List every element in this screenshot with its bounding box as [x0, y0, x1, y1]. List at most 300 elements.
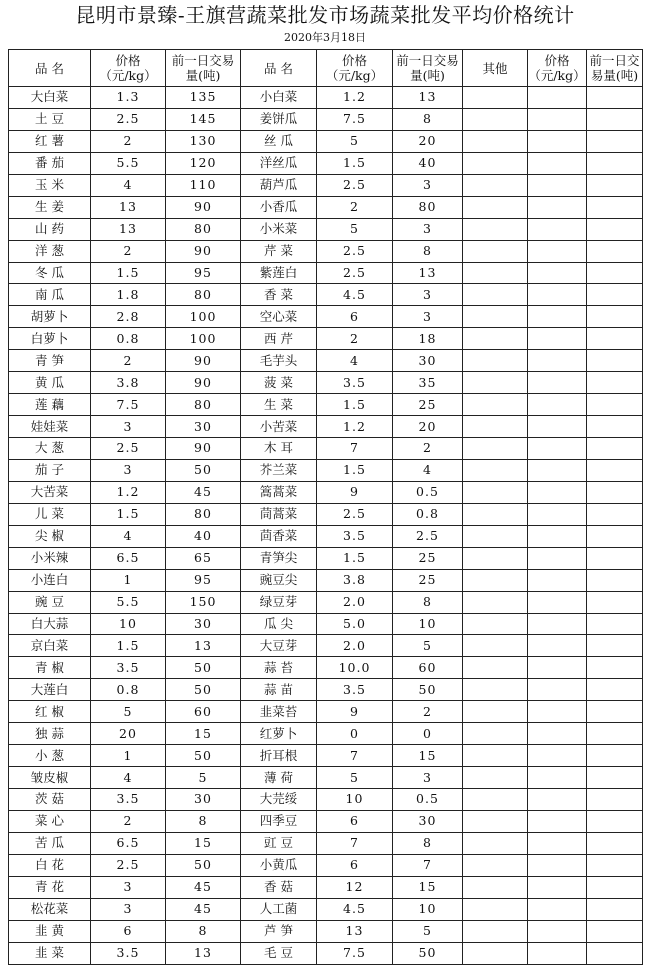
price-cell	[528, 657, 587, 679]
volume-cell	[587, 284, 643, 306]
price-cell	[528, 745, 587, 767]
name-cell: 蒜 苔	[241, 657, 317, 679]
name-cell: 紫莲白	[241, 262, 317, 284]
other-cell	[463, 613, 528, 635]
other-cell	[463, 789, 528, 811]
price-cell: 1.2	[317, 416, 393, 438]
other-cell	[463, 657, 528, 679]
volume-cell	[587, 591, 643, 613]
price-cell	[528, 152, 587, 174]
volume-cell: 90	[166, 438, 241, 460]
name-cell: 尖 椒	[9, 525, 91, 547]
table-row	[9, 394, 643, 416]
price-cell	[528, 876, 587, 898]
table-row	[9, 416, 643, 438]
volume-cell	[587, 547, 643, 569]
price-cell: 0.8	[91, 328, 166, 350]
volume-cell: 25	[393, 394, 463, 416]
price-cell: 3	[91, 876, 166, 898]
other-cell	[463, 810, 528, 832]
name-cell: 生 姜	[9, 196, 91, 218]
price-cell	[528, 459, 587, 481]
volume-cell: 45	[166, 876, 241, 898]
table-row	[9, 284, 643, 306]
table-row	[9, 591, 643, 613]
volume-cell: 120	[166, 152, 241, 174]
volume-cell: 45	[166, 898, 241, 920]
price-cell: 6.5	[91, 547, 166, 569]
price-cell	[528, 701, 587, 723]
table-row	[9, 108, 643, 130]
price-table	[8, 49, 643, 965]
price-cell	[528, 306, 587, 328]
name-cell: 大豆芽	[241, 635, 317, 657]
name-cell: 香 菜	[241, 284, 317, 306]
volume-cell: 10	[393, 898, 463, 920]
name-cell: 红萝卜	[241, 723, 317, 745]
other-cell	[463, 174, 528, 196]
name-cell: 小米菜	[241, 218, 317, 240]
volume-cell: 13	[166, 635, 241, 657]
table-row	[9, 130, 643, 152]
volume-cell: 2.5	[393, 525, 463, 547]
price-cell	[528, 569, 587, 591]
volume-cell	[587, 920, 643, 942]
table-row	[9, 547, 643, 569]
table-row	[9, 569, 643, 591]
volume-cell: 0.5	[393, 481, 463, 503]
name-cell: 洋丝瓜	[241, 152, 317, 174]
volume-cell: 3	[393, 284, 463, 306]
other-cell	[463, 920, 528, 942]
price-cell	[528, 920, 587, 942]
table-row	[9, 657, 643, 679]
table-row	[9, 328, 643, 350]
price-cell: 5	[91, 701, 166, 723]
price-cell	[528, 679, 587, 701]
price-cell: 6.5	[91, 832, 166, 854]
volume-cell: 0.5	[393, 789, 463, 811]
name-cell: 白 花	[9, 854, 91, 876]
volume-cell: 8	[393, 832, 463, 854]
name-cell: 韭 菜	[9, 942, 91, 964]
name-cell: 薄 荷	[241, 767, 317, 789]
price-cell	[528, 942, 587, 964]
volume-cell	[587, 701, 643, 723]
price-cell: 1.5	[91, 503, 166, 525]
volume-cell	[587, 832, 643, 854]
volume-cell: 135	[166, 87, 241, 109]
volume-cell: 13	[393, 262, 463, 284]
name-cell: 韭 黄	[9, 920, 91, 942]
volume-cell	[587, 350, 643, 372]
other-cell	[463, 701, 528, 723]
other-cell	[463, 679, 528, 701]
name-cell: 青笋尖	[241, 547, 317, 569]
volume-cell: 95	[166, 262, 241, 284]
name-cell: 白萝卜	[9, 328, 91, 350]
volume-cell: 50	[166, 459, 241, 481]
volume-cell	[587, 416, 643, 438]
price-cell: 3.5	[317, 525, 393, 547]
volume-cell	[587, 108, 643, 130]
table-header-row	[9, 50, 643, 87]
volume-cell: 80	[166, 284, 241, 306]
volume-cell	[587, 262, 643, 284]
price-cell	[528, 394, 587, 416]
name-cell: 茴香菜	[241, 525, 317, 547]
price-cell: 9	[317, 481, 393, 503]
price-cell: 2.0	[317, 635, 393, 657]
name-cell: 土 豆	[9, 108, 91, 130]
price-cell: 1.8	[91, 284, 166, 306]
volume-cell: 50	[166, 657, 241, 679]
price-cell	[528, 591, 587, 613]
volume-cell: 8	[393, 591, 463, 613]
price-cell	[528, 372, 587, 394]
volume-cell	[587, 854, 643, 876]
other-cell	[463, 130, 528, 152]
other-cell	[463, 547, 528, 569]
name-cell: 番 茄	[9, 152, 91, 174]
volume-cell: 5	[393, 635, 463, 657]
table-row	[9, 876, 643, 898]
name-cell: 玉 米	[9, 174, 91, 196]
table-body	[9, 87, 643, 965]
volume-cell: 13	[166, 942, 241, 964]
table-row	[9, 942, 643, 964]
price-cell: 9	[317, 701, 393, 723]
volume-cell: 3	[393, 306, 463, 328]
report-date: 2020年3月18日	[284, 31, 366, 44]
table-row	[9, 152, 643, 174]
price-cell: 7.5	[317, 108, 393, 130]
table-row	[9, 613, 643, 635]
price-cell: 5.5	[91, 152, 166, 174]
table-row	[9, 745, 643, 767]
volume-cell	[587, 635, 643, 657]
other-cell	[463, 503, 528, 525]
table-row	[9, 898, 643, 920]
price-cell: 3	[91, 898, 166, 920]
volume-cell	[587, 240, 643, 262]
other-cell	[463, 459, 528, 481]
volume-cell: 150	[166, 591, 241, 613]
header-volume-2: 前一日交易量(吨)	[393, 50, 463, 87]
volume-cell	[587, 481, 643, 503]
price-cell: 1.5	[91, 635, 166, 657]
volume-cell: 25	[393, 569, 463, 591]
price-cell: 5	[317, 218, 393, 240]
other-cell	[463, 108, 528, 130]
price-cell	[528, 284, 587, 306]
name-cell: 蒜 苗	[241, 679, 317, 701]
name-cell: 芦 笋	[241, 920, 317, 942]
volume-cell	[587, 372, 643, 394]
price-cell: 4.5	[317, 284, 393, 306]
volume-cell	[587, 394, 643, 416]
price-cell	[528, 416, 587, 438]
price-cell: 7.5	[91, 394, 166, 416]
table-row	[9, 240, 643, 262]
price-cell	[528, 481, 587, 503]
name-cell: 豇 豆	[241, 832, 317, 854]
other-cell	[463, 87, 528, 109]
volume-cell: 3	[393, 767, 463, 789]
price-cell: 2.5	[91, 438, 166, 460]
header-name-2: 品 名	[241, 50, 317, 87]
other-cell	[463, 218, 528, 240]
volume-cell: 45	[166, 481, 241, 503]
name-cell: 京白菜	[9, 635, 91, 657]
other-cell	[463, 591, 528, 613]
price-cell: 2.0	[317, 591, 393, 613]
price-cell	[528, 854, 587, 876]
other-cell	[463, 898, 528, 920]
volume-cell	[587, 789, 643, 811]
name-cell: 山 药	[9, 218, 91, 240]
price-cell: 1.5	[317, 152, 393, 174]
price-cell: 1.5	[317, 547, 393, 569]
price-cell: 4	[91, 174, 166, 196]
price-cell: 13	[91, 196, 166, 218]
name-cell: 豌 豆	[9, 591, 91, 613]
volume-cell: 18	[393, 328, 463, 350]
name-cell: 大 葱	[9, 438, 91, 460]
name-cell: 毛芋头	[241, 350, 317, 372]
volume-cell: 50	[393, 679, 463, 701]
volume-cell	[587, 218, 643, 240]
volume-cell: 5	[166, 767, 241, 789]
volume-cell: 7	[393, 854, 463, 876]
volume-cell: 3	[393, 218, 463, 240]
name-cell: 茨 菇	[9, 789, 91, 811]
name-cell: 小黄瓜	[241, 854, 317, 876]
price-cell	[528, 240, 587, 262]
volume-cell: 0.8	[393, 503, 463, 525]
table-row	[9, 306, 643, 328]
name-cell: 冬 瓜	[9, 262, 91, 284]
name-cell: 大白菜	[9, 87, 91, 109]
volume-cell	[587, 328, 643, 350]
other-cell	[463, 635, 528, 657]
name-cell: 娃娃菜	[9, 416, 91, 438]
price-cell: 3.5	[317, 679, 393, 701]
name-cell: 皱皮椒	[9, 767, 91, 789]
name-cell: 生 菜	[241, 394, 317, 416]
price-cell: 12	[317, 876, 393, 898]
price-cell: 3.5	[91, 789, 166, 811]
name-cell: 茼蒿菜	[241, 503, 317, 525]
price-cell: 2	[91, 350, 166, 372]
volume-cell: 4	[393, 459, 463, 481]
volume-cell: 35	[393, 372, 463, 394]
volume-cell: 100	[166, 306, 241, 328]
price-cell: 2	[91, 130, 166, 152]
name-cell: 茄 子	[9, 459, 91, 481]
name-cell: 瓜 尖	[241, 613, 317, 635]
header-volume-1: 前一日交易量(吨)	[166, 50, 241, 87]
price-cell	[528, 547, 587, 569]
price-cell: 2.5	[91, 854, 166, 876]
price-cell	[528, 767, 587, 789]
price-cell: 1.5	[317, 394, 393, 416]
volume-cell: 65	[166, 547, 241, 569]
price-cell	[528, 503, 587, 525]
name-cell: 毛 豆	[241, 942, 317, 964]
other-cell	[463, 306, 528, 328]
price-cell: 1.3	[91, 87, 166, 109]
price-cell: 10	[317, 789, 393, 811]
other-cell	[463, 196, 528, 218]
volume-cell	[587, 174, 643, 196]
price-cell: 0	[317, 723, 393, 745]
table-row	[9, 525, 643, 547]
name-cell: 木 耳	[241, 438, 317, 460]
table-row	[9, 438, 643, 460]
price-cell: 5.0	[317, 613, 393, 635]
volume-cell: 60	[166, 701, 241, 723]
table-row	[9, 503, 643, 525]
price-cell	[528, 196, 587, 218]
volume-cell	[587, 876, 643, 898]
price-cell: 7	[317, 745, 393, 767]
price-cell	[528, 350, 587, 372]
volume-cell: 90	[166, 350, 241, 372]
volume-cell: 40	[393, 152, 463, 174]
name-cell: 莲 藕	[9, 394, 91, 416]
table-row	[9, 723, 643, 745]
volume-cell: 50	[393, 942, 463, 964]
name-cell: 绿豆芽	[241, 591, 317, 613]
price-cell: 6	[317, 854, 393, 876]
other-cell	[463, 350, 528, 372]
price-cell	[528, 613, 587, 635]
name-cell: 青 笋	[9, 350, 91, 372]
name-cell: 芥兰菜	[241, 459, 317, 481]
table-row	[9, 789, 643, 811]
other-cell	[463, 416, 528, 438]
volume-cell: 50	[166, 679, 241, 701]
price-cell: 5	[317, 130, 393, 152]
price-cell: 1.2	[317, 87, 393, 109]
volume-cell: 40	[166, 525, 241, 547]
volume-cell: 8	[166, 810, 241, 832]
price-cell: 20	[91, 723, 166, 745]
other-cell	[463, 745, 528, 767]
price-cell: 6	[317, 810, 393, 832]
name-cell: 姜饼瓜	[241, 108, 317, 130]
volume-cell: 20	[393, 416, 463, 438]
name-cell: 小苦菜	[241, 416, 317, 438]
volume-cell: 13	[393, 87, 463, 109]
name-cell: 四季豆	[241, 810, 317, 832]
volume-cell	[587, 196, 643, 218]
volume-cell: 5	[393, 920, 463, 942]
volume-cell: 2	[393, 701, 463, 723]
volume-cell	[587, 438, 643, 460]
volume-cell	[587, 306, 643, 328]
price-cell: 7	[317, 832, 393, 854]
other-cell	[463, 525, 528, 547]
volume-cell	[587, 657, 643, 679]
price-cell: 2.5	[317, 240, 393, 262]
other-cell	[463, 481, 528, 503]
price-cell: 1	[91, 745, 166, 767]
volume-cell: 15	[166, 832, 241, 854]
volume-cell: 30	[166, 416, 241, 438]
header-price-1: 价格（元/kg）	[91, 50, 166, 87]
price-cell: 3.5	[91, 657, 166, 679]
price-cell: 1.5	[317, 459, 393, 481]
price-cell: 10	[91, 613, 166, 635]
volume-cell	[587, 87, 643, 109]
volume-cell: 15	[393, 745, 463, 767]
name-cell: 篙蒿菜	[241, 481, 317, 503]
other-cell	[463, 328, 528, 350]
price-cell	[528, 723, 587, 745]
volume-cell: 0	[393, 723, 463, 745]
name-cell: 空心菜	[241, 306, 317, 328]
price-cell: 5.5	[91, 591, 166, 613]
header-volume-3: 前一日交易量(吨)	[587, 50, 643, 87]
price-cell	[528, 789, 587, 811]
name-cell: 菜 心	[9, 810, 91, 832]
name-cell: 南 瓜	[9, 284, 91, 306]
volume-cell: 95	[166, 569, 241, 591]
table-row	[9, 701, 643, 723]
report-title: 昆明市景臻-王旗营蔬菜批发市场蔬菜批发平均价格统计	[75, 3, 575, 27]
price-cell: 1	[91, 569, 166, 591]
volume-cell: 2	[393, 438, 463, 460]
price-cell: 10.0	[317, 657, 393, 679]
other-cell	[463, 767, 528, 789]
volume-cell	[587, 723, 643, 745]
volume-cell	[587, 810, 643, 832]
other-cell	[463, 438, 528, 460]
name-cell: 丝 瓜	[241, 130, 317, 152]
volume-cell: 90	[166, 372, 241, 394]
volume-cell	[587, 525, 643, 547]
volume-cell: 90	[166, 240, 241, 262]
name-cell: 白大蒜	[9, 613, 91, 635]
volume-cell: 90	[166, 196, 241, 218]
other-cell	[463, 832, 528, 854]
name-cell: 独 蒜	[9, 723, 91, 745]
price-cell	[528, 898, 587, 920]
price-cell	[528, 810, 587, 832]
other-cell	[463, 372, 528, 394]
table-row	[9, 679, 643, 701]
table-row	[9, 854, 643, 876]
price-cell: 2	[317, 196, 393, 218]
volume-cell: 25	[393, 547, 463, 569]
price-cell: 4.5	[317, 898, 393, 920]
other-cell	[463, 394, 528, 416]
volume-cell: 15	[166, 723, 241, 745]
price-cell	[528, 328, 587, 350]
volume-cell: 80	[166, 503, 241, 525]
volume-cell	[587, 767, 643, 789]
price-cell: 3.8	[317, 569, 393, 591]
price-cell	[528, 262, 587, 284]
name-cell: 红 薯	[9, 130, 91, 152]
other-cell	[463, 569, 528, 591]
volume-cell: 110	[166, 174, 241, 196]
price-cell: 13	[91, 218, 166, 240]
other-cell	[463, 723, 528, 745]
volume-cell: 30	[393, 350, 463, 372]
